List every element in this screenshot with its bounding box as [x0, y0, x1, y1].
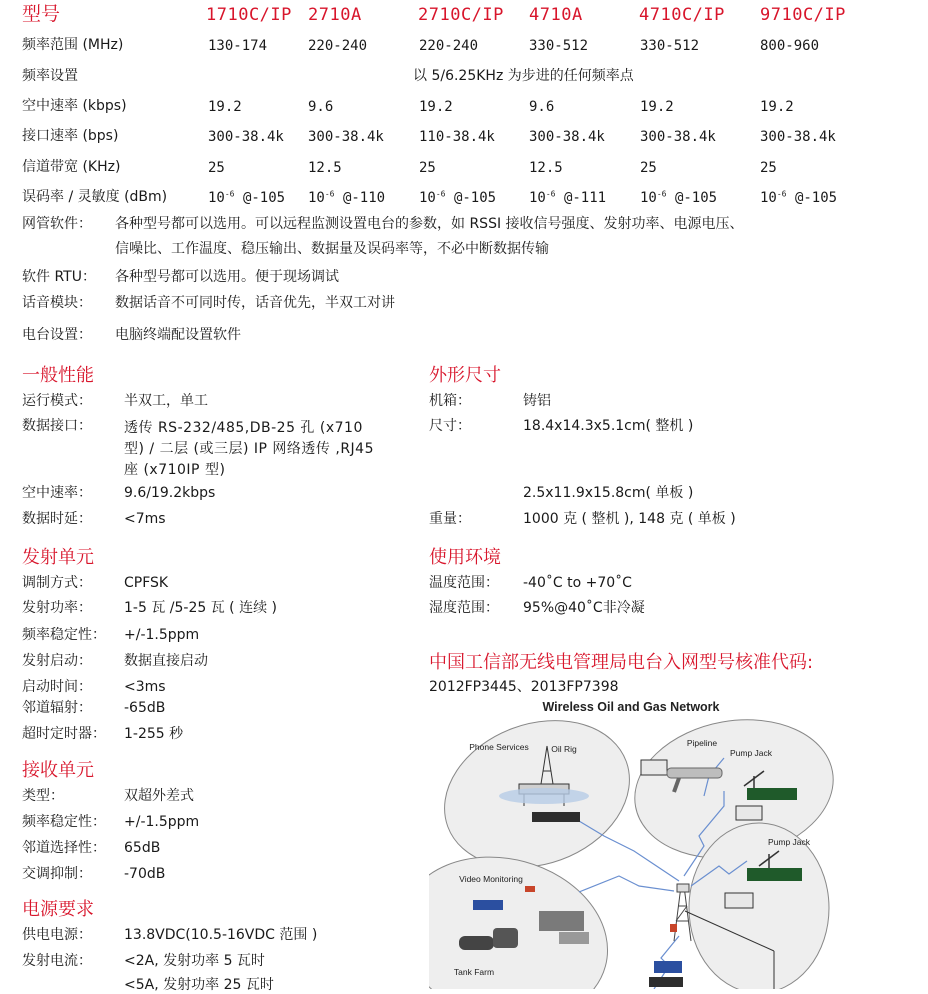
radio-modem — [532, 812, 580, 822]
tank — [459, 936, 494, 950]
row-label: 频率设置 — [22, 68, 78, 84]
feature-text: 数据话音不可同时传，话音优先，半双工对讲 — [115, 295, 395, 311]
radio-modem — [736, 806, 762, 820]
spec-value: 65dB — [124, 840, 161, 856]
ber-cell: $10^{-6}$ @-105 — [640, 189, 718, 206]
spec-value: <2A, 发射功率 5 瓦时 — [124, 953, 265, 969]
cell: 12.5 — [529, 160, 563, 176]
cell: 800-960 — [760, 38, 820, 54]
spec-label: 启动时间： — [22, 679, 92, 695]
feature-text: 信噪比、工作温度、稳压输出、数据量及误码率等，不必中断数据传输 — [115, 241, 549, 257]
ber-cell: $10^{-6}$ @-111 — [529, 189, 607, 206]
approval-codes: 2012FP3445、2013FP7398 — [429, 679, 619, 695]
label-pump-jack-2: Pump Jack — [767, 837, 811, 847]
spec-value: 1000 克 ( 整机 ), 148 克 ( 单板 ) — [523, 511, 736, 527]
spec-value: 95%@40˚C非冷凝 — [523, 600, 645, 616]
spec-label: 湿度范围： — [429, 600, 499, 616]
feature-label: 电台设置： — [22, 327, 92, 343]
model-header: 4710A — [529, 5, 583, 25]
spec-value: 9.6/19.2kbps — [124, 485, 216, 501]
radio-modem — [725, 893, 753, 908]
radio-modem — [473, 900, 503, 910]
building — [559, 932, 589, 944]
spec-value: +/-1.5ppm — [124, 814, 200, 830]
cell: 220-240 — [419, 38, 479, 54]
radio-modem — [654, 961, 682, 973]
cell: 130-174 — [208, 38, 268, 54]
cell: 25 — [640, 160, 657, 176]
cell: 9.6 — [529, 99, 555, 115]
spec-value: <7ms — [124, 511, 166, 527]
cell: 19.2 — [640, 99, 674, 115]
radio-link — [579, 876, 674, 892]
label-oil-rig: Oil Rig — [551, 744, 577, 754]
cell: 330-512 — [640, 38, 700, 54]
cell: 330-512 — [529, 38, 589, 54]
section-title: 外形尺寸 — [429, 365, 501, 386]
cell: 220-240 — [308, 38, 368, 54]
cell: 19.2 — [419, 99, 453, 115]
spec-label: 数据时延： — [22, 511, 92, 527]
spec-label: 供电电源： — [22, 927, 92, 943]
spec-label: 邻道选择性： — [22, 840, 106, 856]
spec-value: -70dB — [124, 866, 166, 882]
cell: 300-38.4k — [208, 129, 284, 145]
spec-value: 铸铝 — [523, 393, 551, 409]
cell: 300-38.4k — [640, 129, 716, 145]
cell: 12.5 — [308, 160, 342, 176]
network-diagram — [429, 696, 839, 989]
spec-label: 尺寸： — [429, 418, 471, 434]
spec-label: 调制方式： — [22, 575, 92, 591]
spec-value: +/-1.5ppm — [124, 627, 200, 643]
spec-label: 重量： — [429, 511, 471, 527]
cell: 110-38.4k — [419, 129, 495, 145]
approval-title: 中国工信部无线电管理局电台入网型号核准代码: — [429, 652, 814, 673]
cell: 19.2 — [760, 99, 794, 115]
spec-value: -65dB — [124, 700, 166, 716]
model-header: 1710C/IP — [206, 5, 292, 25]
merged-cell: 以 5/6.25KHz 为步进的任何频率点 — [413, 68, 634, 84]
spec-label: 超时定时器： — [22, 726, 106, 742]
tank — [493, 928, 518, 948]
feature-label: 网管软件： — [22, 216, 92, 232]
label-phone: Phone Services — [469, 742, 529, 752]
spec-value: 半双工，单工 — [124, 393, 208, 409]
spec-label: 机箱： — [429, 393, 471, 409]
spec-value: 2.5x11.9x15.8cm( 单板 ) — [523, 485, 694, 501]
row-label: 接口速率 (bps) — [22, 128, 119, 144]
spec-value: 18.4x14.3x5.1cm( 整机 ) — [523, 418, 694, 434]
diagram-title: Wireless Oil and Gas Network — [542, 700, 720, 714]
spec-label: 温度范围： — [429, 575, 499, 591]
label-tank-farm: Tank Farm — [453, 967, 495, 977]
spec-label: 发射功率： — [22, 600, 92, 616]
pipeline — [667, 768, 722, 778]
row-label: 频率范围 (MHz) — [22, 37, 124, 53]
ground-pad — [747, 868, 802, 881]
spec-label: 交调抑制： — [22, 866, 92, 882]
section-title: 接收单元 — [22, 760, 94, 781]
bubble — [689, 823, 829, 989]
spec-value: 1-255 秒 — [124, 726, 184, 742]
ber-cell: $10^{-6}$ @-105 — [760, 189, 838, 206]
ber-cell: $10^{-6}$ @-110 — [308, 189, 386, 206]
spec-label: 空中速率： — [22, 485, 92, 501]
cell: 25 — [419, 160, 436, 176]
spec-value: 双超外差式 — [124, 788, 194, 804]
cell: 25 — [760, 160, 777, 176]
spec-value: 13.8VDC(10.5-16VDC 范围 ) — [124, 927, 318, 943]
spec-label: 邻道辐射： — [22, 700, 92, 716]
spec-label: 数据接口： — [22, 418, 92, 434]
spec-label: 类型： — [22, 788, 64, 804]
row-label: 空中速率 (kbps) — [22, 98, 127, 114]
cell: 300-38.4k — [529, 129, 605, 145]
spec-label: 频率稳定性： — [22, 627, 106, 643]
spec-value: <5A, 发射功率 25 瓦时 — [124, 977, 274, 993]
label-pump-jack: Pump Jack — [729, 748, 773, 758]
row-label: 误码率 / 灵敏度 (dBm) — [22, 189, 168, 205]
cell: 9.6 — [308, 99, 334, 115]
cell: 19.2 — [208, 99, 242, 115]
spec-value: 数据直接启动 — [124, 653, 208, 669]
model-header-label: 型号 — [22, 3, 61, 25]
building — [539, 911, 584, 931]
feature-text: 电脑终端配设置软件 — [115, 327, 241, 343]
model-header: 4710C/IP — [639, 5, 725, 25]
row-label: 信道带宽 (KHz) — [22, 159, 121, 175]
cell: 300-38.4k — [308, 129, 384, 145]
radio-modem — [649, 977, 683, 987]
section-title: 一般性能 — [22, 365, 94, 386]
feature-label: 软件 RTU： — [22, 269, 96, 285]
model-header: 2710A — [308, 5, 362, 25]
spec-value: 透传 RS-232/485,DB-25 孔 (x710 型) / 二层 (或三层) IP 网络透传 ,RJ45 座 (x710IP 型) — [124, 420, 374, 478]
section-title: 发射单元 — [22, 547, 94, 568]
section-title: 电源要求 — [22, 899, 94, 920]
model-header: 2710C/IP — [418, 5, 504, 25]
spec-label: 发射电流： — [22, 953, 92, 969]
spec-value: CPFSK — [124, 575, 169, 591]
cell: 300-38.4k — [760, 129, 836, 145]
spec-value: -40˚C to +70˚C — [523, 575, 632, 591]
label-video: Video Monitoring — [459, 874, 523, 884]
feature-label: 话音模块： — [22, 295, 92, 311]
ber-cell: $10^{-6}$ @-105 — [208, 189, 286, 206]
spec-label: 频率稳定性： — [22, 814, 106, 830]
spec-value: 1-5 瓦 /5-25 瓦 ( 连续 ) — [124, 600, 277, 616]
model-header: 9710C/IP — [760, 5, 846, 25]
label-pipeline: Pipeline — [686, 738, 718, 748]
camera — [525, 886, 535, 892]
feature-text: 各种型号都可以选用。可以远程监测设置电台的参数，如 RSSI 接收信号强度、发射功率、电源电压、 — [115, 216, 744, 232]
cell: 25 — [208, 160, 225, 176]
spec-label: 运行模式： — [22, 393, 92, 409]
water — [499, 788, 589, 804]
ber-cell: $10^{-6}$ @-105 — [419, 189, 497, 206]
spec-label: 发射启动： — [22, 653, 92, 669]
feature-text: 各种型号都可以选用。便于现场调试 — [115, 269, 339, 285]
radio-modem — [641, 760, 667, 775]
ground-pad — [747, 788, 797, 800]
section-title: 使用环境 — [429, 547, 501, 568]
radio-tower — [670, 884, 691, 941]
spec-value: <3ms — [124, 679, 166, 695]
